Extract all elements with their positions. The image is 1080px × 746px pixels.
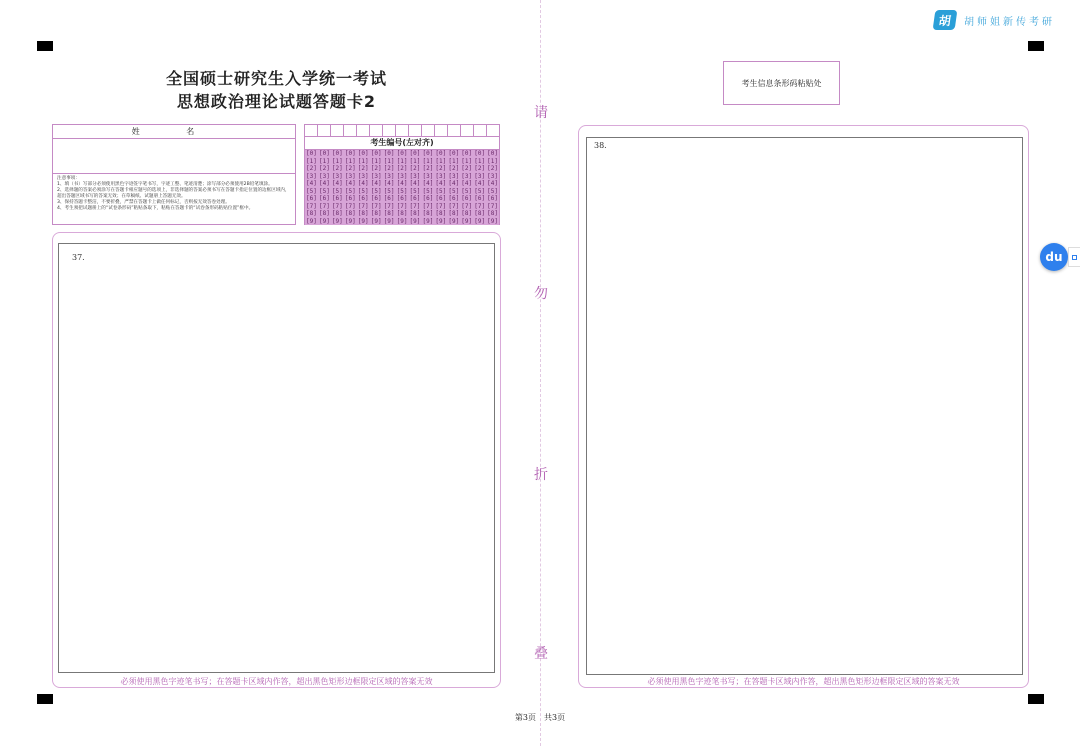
exam-title: 全国硕士研究生入学统一考试: [165, 69, 387, 88]
note-item: 1、填（书）写部分必须使用黑色字迹签字笔书写，字迹工整、笔迹清楚；涂写部分必须使用2B铅笔填涂。: [57, 182, 273, 187]
id-bubble[interactable]: [6]: [396, 195, 408, 202]
fold-char: 折: [534, 467, 548, 483]
note-item: 4、考生须把试题册上的“试卷条形码”粘贴条取下，粘贴在答题卡的“试卷条形码粘贴位置”框中。: [57, 206, 254, 211]
footer-warning-right: 必须使用黑色字迹笔书写；在答题卡区域内作答，超出黑色矩形边框限定区域的答案无效: [647, 677, 960, 686]
id-bubble[interactable]: [0]: [487, 150, 499, 157]
id-bubble[interactable]: [5]: [357, 187, 369, 195]
id-bubble[interactable]: [7]: [344, 202, 356, 210]
notes: [53, 174, 295, 214]
id-bubble[interactable]: [9]: [344, 217, 356, 225]
id-bubble[interactable]: [1]: [357, 157, 369, 165]
id-bubble[interactable]: [1]: [396, 157, 408, 165]
id-bubble-column: [434, 150, 447, 225]
id-bubble[interactable]: [9]: [396, 217, 408, 225]
id-bubble[interactable]: [6]: [306, 195, 317, 202]
id-bubble[interactable]: [5]: [409, 187, 421, 195]
id-bubble[interactable]: [4]: [318, 180, 330, 187]
id-bubble-column: [357, 150, 370, 225]
fold-char: 叠: [534, 646, 548, 662]
id-bubble[interactable]: [7]: [383, 202, 395, 210]
id-bubble[interactable]: [8]: [344, 210, 356, 217]
id-bubble[interactable]: [2]: [306, 165, 317, 172]
id-bubble[interactable]: [9]: [370, 217, 382, 225]
id-bubble[interactable]: [1]: [487, 157, 499, 165]
id-bubble[interactable]: [7]: [422, 202, 434, 210]
id-write-cell[interactable]: [357, 125, 370, 136]
id-write-cell[interactable]: [305, 125, 318, 136]
id-bubble[interactable]: [6]: [344, 195, 356, 202]
note-item: 3、保持答题卡整洁，不要折叠，严禁在答题卡上做任何标记，否则按无效答卷处理。: [57, 200, 230, 205]
id-bubble[interactable]: [5]: [435, 187, 447, 195]
id-bubble[interactable]: [7]: [409, 202, 421, 210]
id-bubble[interactable]: [0]: [474, 150, 486, 157]
id-bubble[interactable]: [1]: [448, 157, 460, 165]
id-bubble[interactable]: [4]: [409, 180, 421, 187]
id-bubble[interactable]: [4]: [370, 180, 382, 187]
id-bubble-column: [409, 150, 422, 225]
id-bubble[interactable]: [2]: [487, 165, 499, 172]
id-bubble[interactable]: [0]: [306, 150, 317, 157]
id-bubble[interactable]: [9]: [422, 217, 434, 225]
id-bubble[interactable]: [2]: [474, 165, 486, 172]
id-bubble-column: [331, 150, 344, 225]
id-bubble[interactable]: [8]: [318, 210, 330, 217]
registration-mark-bottom-left: [37, 694, 53, 704]
id-bubble-column: [383, 150, 396, 225]
id-bubble[interactable]: [1]: [331, 157, 343, 165]
id-bubble[interactable]: [6]: [331, 195, 343, 202]
id-bubble[interactable]: [7]: [396, 202, 408, 210]
id-write-cell[interactable]: [396, 125, 409, 136]
id-bubble-column: [486, 150, 499, 225]
id-bubble-column: [460, 150, 473, 225]
id-bubble[interactable]: [3]: [474, 172, 486, 180]
id-bubble[interactable]: [3]: [318, 172, 330, 180]
id-bubble[interactable]: [4]: [487, 180, 499, 187]
id-bubble[interactable]: [0]: [357, 150, 369, 157]
barcode-label: 考生信息条形码粘贴处: [741, 78, 822, 88]
id-bubble[interactable]: [4]: [383, 180, 395, 187]
id-bubble[interactable]: [9]: [409, 217, 421, 225]
id-bubble[interactable]: [7]: [461, 202, 473, 210]
id-bubble[interactable]: [0]: [396, 150, 408, 157]
id-bubble[interactable]: [8]: [396, 210, 408, 217]
id-bubble[interactable]: [3]: [396, 172, 408, 180]
id-bubble[interactable]: [5]: [461, 187, 473, 195]
id-bubble[interactable]: [1]: [306, 157, 317, 165]
id-bubble[interactable]: [4]: [461, 180, 473, 187]
id-bubble-column: [396, 150, 409, 225]
id-bubble[interactable]: [5]: [487, 187, 499, 195]
id-bubble[interactable]: [4]: [331, 180, 343, 187]
id-bubble[interactable]: [9]: [331, 217, 343, 225]
id-bubble[interactable]: [2]: [344, 165, 356, 172]
id-bubble[interactable]: [8]: [422, 210, 434, 217]
id-bubble-column: [344, 150, 357, 225]
id-bubble[interactable]: [3]: [448, 172, 460, 180]
barcode-area: [723, 61, 840, 105]
id-bubble[interactable]: [2]: [357, 165, 369, 172]
id-bubble[interactable]: [7]: [306, 202, 317, 210]
id-bubble[interactable]: [7]: [318, 202, 330, 210]
id-bubble[interactable]: [2]: [331, 165, 343, 172]
id-bubble[interactable]: [8]: [487, 210, 499, 217]
id-bubble[interactable]: [6]: [318, 195, 330, 202]
id-bubble[interactable]: [2]: [448, 165, 460, 172]
candidate-id-label: 考生编号(左对齐): [305, 137, 499, 150]
id-bubble[interactable]: [4]: [435, 180, 447, 187]
id-bubble-column: [421, 150, 434, 225]
id-bubble-column: [473, 150, 486, 225]
id-write-cell[interactable]: [344, 125, 357, 136]
id-bubble[interactable]: [7]: [474, 202, 486, 210]
id-bubble[interactable]: [8]: [435, 210, 447, 217]
id-bubble[interactable]: [1]: [435, 157, 447, 165]
id-bubble[interactable]: [2]: [422, 165, 434, 172]
id-bubble-column: [318, 150, 331, 225]
id-bubble[interactable]: [0]: [409, 150, 421, 157]
id-write-cell[interactable]: [318, 125, 331, 136]
notes-title: 注意事项：: [57, 176, 80, 181]
footer-warning-left: 必须使用黑色字迹笔书写；在答题卡区域内作答，超出黑色矩形边框限定区域的答案无效: [120, 677, 433, 686]
id-bubble[interactable]: [5]: [396, 187, 408, 195]
id-bubble[interactable]: [0]: [422, 150, 434, 157]
page-number: 第3页 共3页: [514, 713, 566, 722]
id-bubble[interactable]: [2]: [461, 165, 473, 172]
id-bubble[interactable]: [3]: [344, 172, 356, 180]
id-bubble[interactable]: [5]: [331, 187, 343, 195]
logo-text: 胡师姐新传考研: [964, 16, 1055, 28]
id-bubble[interactable]: [4]: [357, 180, 369, 187]
id-bubble[interactable]: [5]: [370, 187, 382, 195]
id-bubble[interactable]: [2]: [435, 165, 447, 172]
id-bubble[interactable]: [9]: [461, 217, 473, 225]
id-bubble[interactable]: [6]: [474, 195, 486, 202]
panel-tab-icon[interactable]: [1068, 247, 1080, 267]
id-bubble[interactable]: [5]: [306, 187, 317, 195]
id-bubble[interactable]: [3]: [331, 172, 343, 180]
answer-box-38[interactable]: [586, 137, 1023, 675]
id-bubble[interactable]: [0]: [318, 150, 330, 157]
id-bubble[interactable]: [1]: [461, 157, 473, 165]
fold-char: 请: [534, 105, 548, 121]
registration-mark-top-left: [37, 41, 53, 51]
id-bubble[interactable]: [3]: [370, 172, 382, 180]
id-bubble[interactable]: [9]: [487, 217, 499, 225]
id-bubble[interactable]: [1]: [474, 157, 486, 165]
registration-mark-top-right: [1028, 41, 1044, 51]
id-bubble[interactable]: [7]: [331, 202, 343, 210]
id-bubble-column: [305, 150, 318, 225]
id-bubble[interactable]: [0]: [331, 150, 343, 157]
id-bubble[interactable]: [6]: [383, 195, 395, 202]
id-bubble[interactable]: [6]: [487, 195, 499, 202]
question-number-38: 38.: [594, 141, 607, 150]
id-bubble[interactable]: [7]: [448, 202, 460, 210]
id-bubble[interactable]: [9]: [318, 217, 330, 225]
id-bubble[interactable]: [3]: [422, 172, 434, 180]
id-bubble[interactable]: [7]: [435, 202, 447, 210]
id-write-cell[interactable]: [474, 125, 487, 136]
id-bubble[interactable]: [8]: [383, 210, 395, 217]
id-bubble[interactable]: [3]: [409, 172, 421, 180]
id-bubble[interactable]: [7]: [487, 202, 499, 210]
id-bubble[interactable]: [3]: [383, 172, 395, 180]
answer-box-37[interactable]: [58, 243, 495, 673]
id-bubble[interactable]: [2]: [370, 165, 382, 172]
id-bubble[interactable]: [9]: [474, 217, 486, 225]
id-bubble[interactable]: [3]: [357, 172, 369, 180]
id-bubble-column: [370, 150, 383, 225]
id-bubble[interactable]: [9]: [357, 217, 369, 225]
id-bubble[interactable]: [8]: [448, 210, 460, 217]
id-bubble[interactable]: [0]: [448, 150, 460, 157]
name-label: 姓 名: [53, 125, 295, 139]
card-title: 思想政治理论试题答题卡2: [176, 92, 377, 111]
id-write-cell[interactable]: [461, 125, 474, 136]
id-write-cell[interactable]: [422, 125, 435, 136]
id-bubble[interactable]: [3]: [435, 172, 447, 180]
question-number-37: 37.: [72, 253, 85, 262]
id-bubble[interactable]: [6]: [409, 195, 421, 202]
id-bubble-grid: [305, 150, 499, 225]
id-write-cell[interactable]: [331, 125, 344, 136]
id-bubble[interactable]: [1]: [318, 157, 330, 165]
id-bubble[interactable]: [0]: [344, 150, 356, 157]
id-write-cell[interactable]: [409, 125, 422, 136]
note-item: 2、选择题的答案必须涂写在答题卡相应题号的选项上，非选择题的答案必须书写在答题卡指定位置的边框区域内，超出答题区域书写的答案无效；在草稿纸、试题册上答题无效。: [57, 188, 290, 199]
candidate-id-section: [304, 124, 500, 225]
id-bubble[interactable]: [0]: [383, 150, 395, 157]
id-write-cells: [305, 125, 499, 137]
id-bubble[interactable]: [6]: [357, 195, 369, 202]
id-bubble[interactable]: [5]: [422, 187, 434, 195]
name-field[interactable]: [53, 139, 295, 174]
id-bubble[interactable]: [6]: [370, 195, 382, 202]
id-bubble[interactable]: [5]: [344, 187, 356, 195]
id-bubble[interactable]: [4]: [344, 180, 356, 187]
id-bubble[interactable]: [6]: [448, 195, 460, 202]
id-bubble[interactable]: [8]: [370, 210, 382, 217]
id-write-cell[interactable]: [487, 125, 499, 136]
id-bubble[interactable]: [0]: [370, 150, 382, 157]
id-bubble[interactable]: [8]: [357, 210, 369, 217]
id-bubble[interactable]: [9]: [435, 217, 447, 225]
id-bubble[interactable]: [1]: [383, 157, 395, 165]
id-bubble[interactable]: [6]: [435, 195, 447, 202]
id-bubble[interactable]: [7]: [370, 202, 382, 210]
id-bubble[interactable]: [8]: [331, 210, 343, 217]
fold-char: 勿: [534, 286, 548, 302]
id-write-cell[interactable]: [435, 125, 448, 136]
id-bubble[interactable]: [9]: [306, 217, 317, 225]
name-section: [52, 124, 296, 225]
id-bubble[interactable]: [8]: [306, 210, 317, 217]
id-bubble[interactable]: [3]: [306, 172, 317, 180]
registration-mark-bottom-right: [1028, 694, 1044, 704]
id-bubble[interactable]: [8]: [461, 210, 473, 217]
id-bubble[interactable]: [1]: [422, 157, 434, 165]
id-bubble[interactable]: [0]: [435, 150, 447, 157]
id-bubble[interactable]: [4]: [422, 180, 434, 187]
id-bubble[interactable]: [4]: [448, 180, 460, 187]
id-bubble[interactable]: [6]: [461, 195, 473, 202]
id-bubble[interactable]: [5]: [383, 187, 395, 195]
id-bubble[interactable]: [5]: [318, 187, 330, 195]
id-bubble[interactable]: [3]: [461, 172, 473, 180]
id-write-cell[interactable]: [448, 125, 461, 136]
id-bubble[interactable]: [4]: [474, 180, 486, 187]
id-bubble[interactable]: [2]: [409, 165, 421, 172]
id-bubble[interactable]: [8]: [474, 210, 486, 217]
id-bubble[interactable]: [1]: [344, 157, 356, 165]
id-bubble-column: [447, 150, 460, 225]
baidu-du-icon[interactable]: du: [1040, 243, 1068, 271]
id-write-cell[interactable]: [383, 125, 396, 136]
id-bubble[interactable]: [5]: [448, 187, 460, 195]
id-bubble[interactable]: [2]: [318, 165, 330, 172]
id-bubble[interactable]: [9]: [383, 217, 395, 225]
id-bubble[interactable]: [9]: [448, 217, 460, 225]
id-bubble[interactable]: [5]: [474, 187, 486, 195]
id-bubble[interactable]: [8]: [409, 210, 421, 217]
id-bubble[interactable]: [2]: [396, 165, 408, 172]
id-bubble[interactable]: [4]: [396, 180, 408, 187]
id-bubble[interactable]: [0]: [461, 150, 473, 157]
id-bubble[interactable]: [2]: [383, 165, 395, 172]
id-bubble[interactable]: [1]: [370, 157, 382, 165]
id-bubble[interactable]: [7]: [357, 202, 369, 210]
logo-icon: 胡: [933, 10, 958, 30]
id-bubble[interactable]: [6]: [422, 195, 434, 202]
id-bubble[interactable]: [1]: [409, 157, 421, 165]
id-bubble[interactable]: [3]: [487, 172, 499, 180]
id-write-cell[interactable]: [370, 125, 383, 136]
id-bubble[interactable]: [4]: [306, 180, 317, 187]
brand-logo: [934, 10, 1055, 30]
